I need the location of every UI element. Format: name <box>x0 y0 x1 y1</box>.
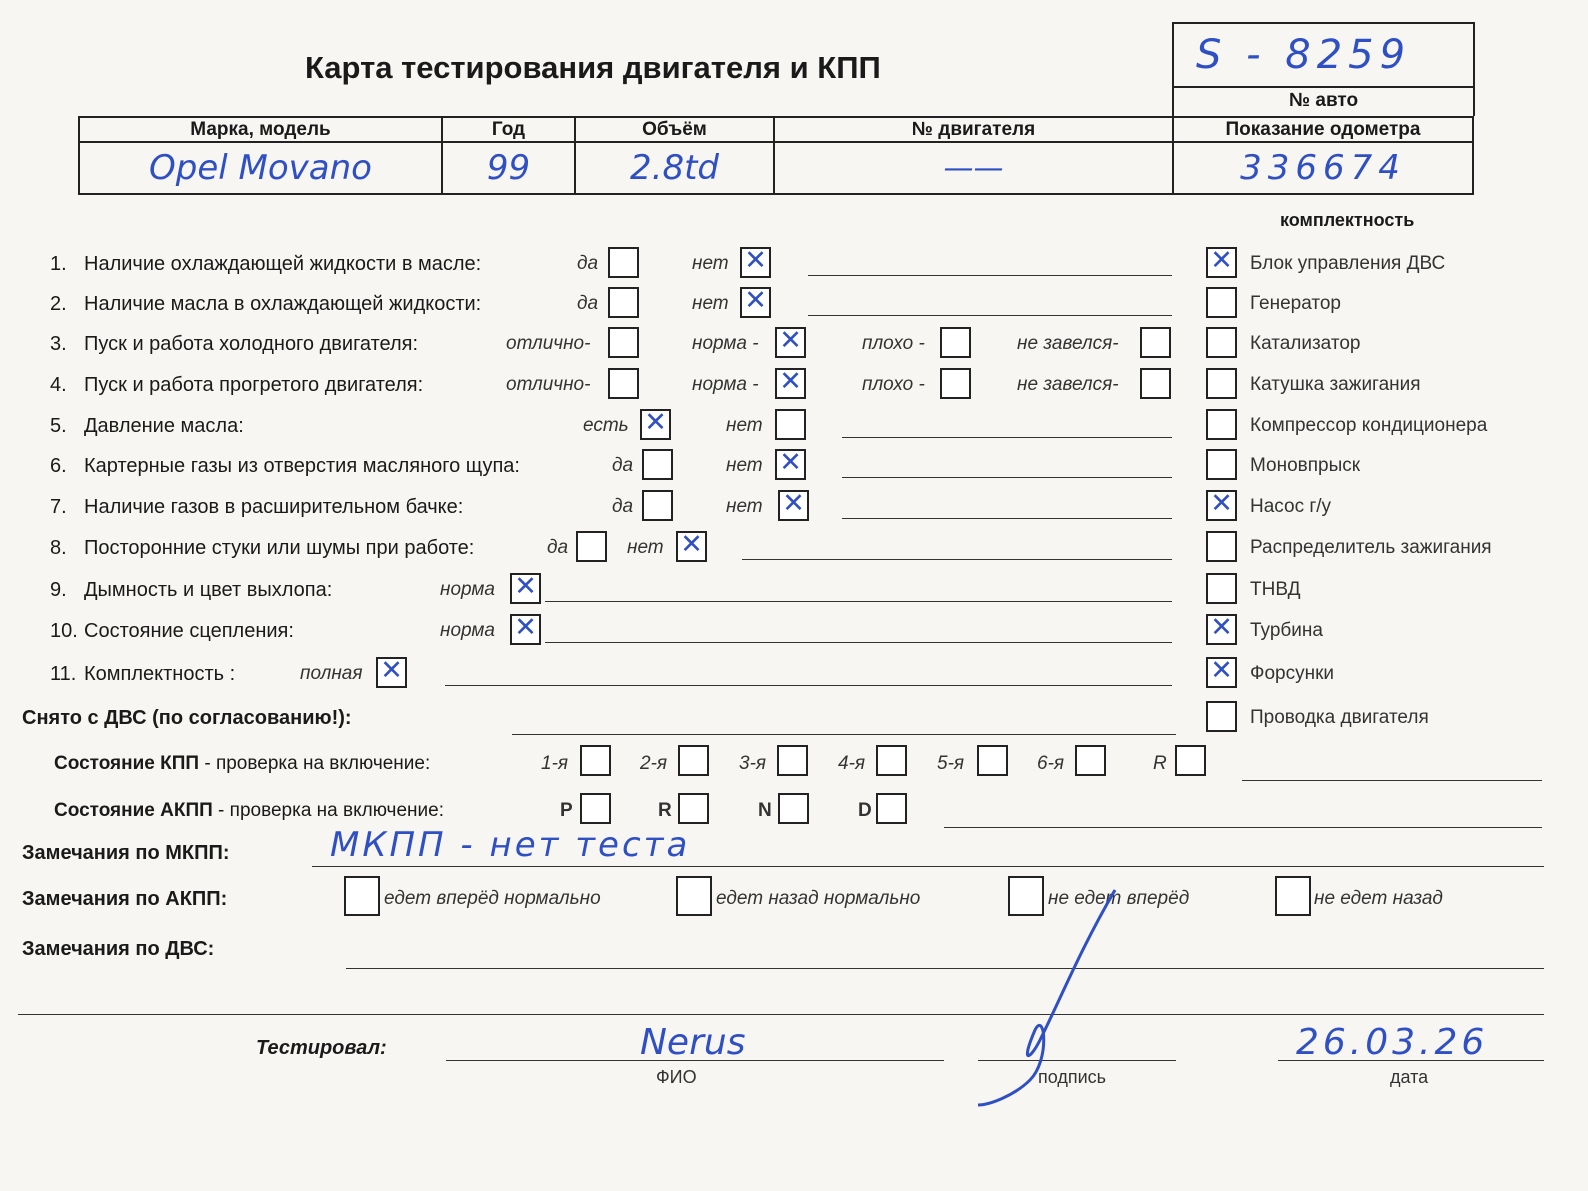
answer-line <box>545 601 1172 602</box>
gear-label: 6-я <box>1037 753 1065 774</box>
option-checkbox[interactable] <box>510 573 541 604</box>
option-checkbox[interactable] <box>608 368 639 399</box>
gear-label: P <box>560 800 573 821</box>
gear-checkbox[interactable] <box>1075 745 1106 776</box>
auto-number-value: S - 8259 <box>1196 32 1412 78</box>
separator-line <box>18 1014 1544 1015</box>
answer-line <box>808 315 1172 316</box>
answer-line <box>842 437 1172 438</box>
option-label: не завелся- <box>1017 333 1119 354</box>
option-label: нет <box>692 253 729 274</box>
header-col-volume: Объём <box>575 117 774 142</box>
option-checkbox[interactable] <box>608 247 639 278</box>
header-col-year: Год <box>442 117 575 142</box>
completeness-checkbox[interactable] <box>1206 614 1237 645</box>
option-checkbox[interactable] <box>775 368 806 399</box>
option-checkbox[interactable] <box>775 449 806 480</box>
option-checkbox[interactable] <box>940 327 971 358</box>
value-volume: 2.8td <box>575 142 774 194</box>
gear-checkbox[interactable] <box>678 793 709 824</box>
option-label: полная <box>300 663 363 684</box>
option-checkbox[interactable] <box>642 449 673 480</box>
remark-checkbox[interactable] <box>676 876 712 916</box>
question-number: 10. <box>50 620 78 642</box>
option-checkbox[interactable] <box>608 287 639 318</box>
akpp-remarks-label: Замечания по АКПП: <box>22 888 228 910</box>
completeness-item: Блок управления ДВС <box>1250 253 1446 274</box>
option-label: нет <box>726 415 763 436</box>
completeness-item: Моновпрыск <box>1250 455 1361 476</box>
answer-line <box>808 275 1172 276</box>
check-mark: ✕ <box>744 285 767 316</box>
completeness-checkbox[interactable] <box>1206 409 1237 440</box>
option-checkbox[interactable] <box>376 657 407 688</box>
question-text: Картерные газы из отверстия масляного щупа: <box>84 455 520 477</box>
check-mark: ✕ <box>779 325 802 356</box>
akpp-label: Состояние АКПП - проверка на включение: <box>54 800 444 821</box>
question-text: Дымность и цвет выхлопа: <box>84 579 333 601</box>
answer-line <box>742 559 1172 560</box>
remark-option-label: не едет назад <box>1314 888 1443 909</box>
gear-label: 2-я <box>640 753 668 774</box>
option-label: плохо - <box>862 374 925 395</box>
completeness-title: комплектность <box>1280 210 1415 230</box>
completeness-checkbox[interactable] <box>1206 368 1237 399</box>
completeness-checkbox[interactable] <box>1206 247 1237 278</box>
completeness-checkbox[interactable] <box>1206 531 1237 562</box>
sign-label: подпись <box>1038 1067 1107 1087</box>
completeness-item: Компрессор кондиционера <box>1250 415 1488 436</box>
mkpp-line <box>312 866 1544 867</box>
gear-checkbox[interactable] <box>1175 745 1206 776</box>
completeness-checkbox[interactable] <box>1206 657 1237 688</box>
option-label: норма - <box>692 333 759 354</box>
header-col-model: Марка, модель <box>79 117 442 142</box>
dvs-remarks-label: Замечания по ДВС: <box>22 938 215 960</box>
question-number: 5. <box>50 415 67 437</box>
remark-option-label: не едет вперёд <box>1048 888 1190 909</box>
date-value: 26.03.26 <box>1296 1022 1489 1063</box>
akpp-line <box>944 827 1542 828</box>
option-label: да <box>547 537 569 558</box>
check-mark: ✕ <box>514 612 537 643</box>
question-number: 8. <box>50 537 67 559</box>
completeness-item: Генератор <box>1250 293 1341 314</box>
completeness-item: Форсунки <box>1250 663 1334 684</box>
removed-line <box>512 734 1176 735</box>
option-checkbox[interactable] <box>740 247 771 278</box>
question-text: Наличие масла в охлаждающей жидкости: <box>84 293 482 315</box>
check-mark: ✕ <box>1210 245 1233 276</box>
mkpp-remarks-label: Замечания по МКПП: <box>22 842 230 864</box>
question-number: 6. <box>50 455 67 477</box>
option-checkbox[interactable] <box>676 531 707 562</box>
gear-label: R <box>1153 753 1167 774</box>
option-label: норма <box>440 579 495 600</box>
question-number: 1. <box>50 253 67 275</box>
check-mark: ✕ <box>514 571 537 602</box>
option-checkbox[interactable] <box>1140 368 1171 399</box>
gear-label: 4-я <box>838 753 866 774</box>
check-mark: ✕ <box>680 529 703 560</box>
completeness-item: Катализатор <box>1250 333 1361 354</box>
option-checkbox[interactable] <box>775 327 806 358</box>
completeness-checkbox[interactable] <box>1206 701 1237 732</box>
option-checkbox[interactable] <box>576 531 607 562</box>
option-checkbox[interactable] <box>940 368 971 399</box>
remark-option-label: едет назад нормально <box>716 888 921 909</box>
question-text: Комплектность : <box>84 663 236 685</box>
kpp-line <box>1242 780 1542 781</box>
question-number: 2. <box>50 293 67 315</box>
check-mark: ✕ <box>1210 488 1233 519</box>
option-label: отлично- <box>506 374 591 395</box>
option-label: да <box>577 253 599 274</box>
fio-line <box>446 1060 944 1061</box>
question-text: Наличие газов в расширительном бачке: <box>84 496 464 518</box>
completeness-item: Насос г/у <box>1250 496 1332 517</box>
remark-checkbox[interactable] <box>1275 876 1311 916</box>
option-label: есть <box>583 415 629 436</box>
question-number: 7. <box>50 496 67 518</box>
value-engine-no: —— <box>774 142 1173 194</box>
answer-line <box>842 477 1172 478</box>
check-mark: ✕ <box>779 366 802 397</box>
answer-line <box>842 518 1172 519</box>
option-label: отлично- <box>506 333 591 354</box>
gear-checkbox[interactable] <box>580 793 611 824</box>
gear-label: D <box>858 800 872 821</box>
check-mark: ✕ <box>644 407 667 438</box>
question-number: 3. <box>50 333 67 355</box>
option-checkbox[interactable] <box>608 327 639 358</box>
completeness-checkbox[interactable] <box>1206 449 1237 480</box>
option-label: да <box>612 455 634 476</box>
gear-checkbox[interactable] <box>678 745 709 776</box>
option-label: да <box>612 496 634 517</box>
value-model: Opel Movano <box>79 142 442 194</box>
option-label: норма <box>440 620 495 641</box>
form-title: Карта тестирования двигателя и КПП <box>305 50 881 85</box>
date-line <box>1278 1060 1544 1061</box>
option-checkbox[interactable] <box>640 409 671 440</box>
option-checkbox[interactable] <box>642 490 673 521</box>
question-number: 4. <box>50 374 67 396</box>
completeness-item: Турбина <box>1250 620 1323 641</box>
option-label: нет <box>692 293 729 314</box>
check-mark: ✕ <box>779 447 802 478</box>
check-mark: ✕ <box>1210 655 1233 686</box>
mkpp-remarks-value: МКПП - нет теста <box>330 825 691 865</box>
answer-line <box>445 685 1172 686</box>
completeness-checkbox[interactable] <box>1206 490 1237 521</box>
option-label: нет <box>726 496 763 517</box>
answer-line <box>545 642 1172 643</box>
gear-label: 5-я <box>937 753 965 774</box>
tested-label: Тестировал: <box>256 1037 387 1059</box>
remark-option-label: едет вперёд нормально <box>384 888 601 909</box>
header-table <box>78 116 1474 195</box>
gear-checkbox[interactable] <box>777 745 808 776</box>
completeness-checkbox[interactable] <box>1206 287 1237 318</box>
check-mark: ✕ <box>744 245 767 276</box>
question-text: Состояние сцепления: <box>84 620 294 642</box>
gear-checkbox[interactable] <box>580 745 611 776</box>
option-label: нет <box>627 537 664 558</box>
header-col-engine-no: № двигателя <box>774 117 1173 142</box>
option-checkbox[interactable] <box>510 614 541 645</box>
check-mark: ✕ <box>1210 612 1233 643</box>
option-checkbox[interactable] <box>740 287 771 318</box>
option-label: нет <box>726 455 763 476</box>
dvs-line <box>346 968 1544 969</box>
completeness-item: Проводка двигателя <box>1250 707 1429 728</box>
date-label: дата <box>1390 1067 1429 1087</box>
question-number: 9. <box>50 579 67 601</box>
gear-checkbox[interactable] <box>876 745 907 776</box>
option-label: норма - <box>692 374 759 395</box>
header-col-odometer: Показание одометра <box>1173 117 1473 142</box>
gear-label: N <box>758 800 772 821</box>
kpp-label: Состояние КПП - проверка на включение: <box>54 753 431 774</box>
fio-value: Nerus <box>640 1022 746 1063</box>
value-year: 99 <box>442 142 575 194</box>
completeness-item: Катушка зажигания <box>1250 374 1421 395</box>
option-label: да <box>577 293 599 314</box>
option-label: плохо - <box>862 333 925 354</box>
completeness-item: Распределитель зажигания <box>1250 537 1492 558</box>
question-text: Пуск и работа прогретого двигателя: <box>84 374 424 396</box>
removed-label: Снято с ДВС (по согласованию!): <box>22 707 352 729</box>
option-checkbox[interactable] <box>778 490 809 521</box>
gear-checkbox[interactable] <box>876 793 907 824</box>
completeness-checkbox[interactable] <box>1206 573 1237 604</box>
auto-number-label: № авто <box>1288 90 1359 111</box>
check-mark: ✕ <box>782 488 805 519</box>
completeness-checkbox[interactable] <box>1206 327 1237 358</box>
gear-label: 1-я <box>541 753 569 774</box>
value-odometer: 336674 <box>1173 142 1473 194</box>
gear-checkbox[interactable] <box>778 793 809 824</box>
gear-label: R <box>658 800 672 821</box>
option-checkbox[interactable] <box>1140 327 1171 358</box>
auto-number-box <box>1172 22 1475 116</box>
check-mark: ✕ <box>380 655 403 686</box>
question-text: Посторонние стуки или шумы при работе: <box>84 537 475 559</box>
option-checkbox[interactable] <box>775 409 806 440</box>
signature-scribble <box>960 880 1140 1110</box>
option-label: не завелся- <box>1017 374 1119 395</box>
gear-checkbox[interactable] <box>977 745 1008 776</box>
question-text: Давление масла: <box>84 415 244 437</box>
question-text: Пуск и работа холодного двигателя: <box>84 333 419 355</box>
question-text: Наличие охлаждающей жидкости в масле: <box>84 253 482 275</box>
remark-checkbox[interactable] <box>344 876 380 916</box>
completeness-item: ТНВД <box>1250 579 1301 600</box>
question-number: 11. <box>50 663 77 685</box>
gear-label: 3-я <box>739 753 767 774</box>
fio-label: ФИО <box>656 1067 697 1087</box>
